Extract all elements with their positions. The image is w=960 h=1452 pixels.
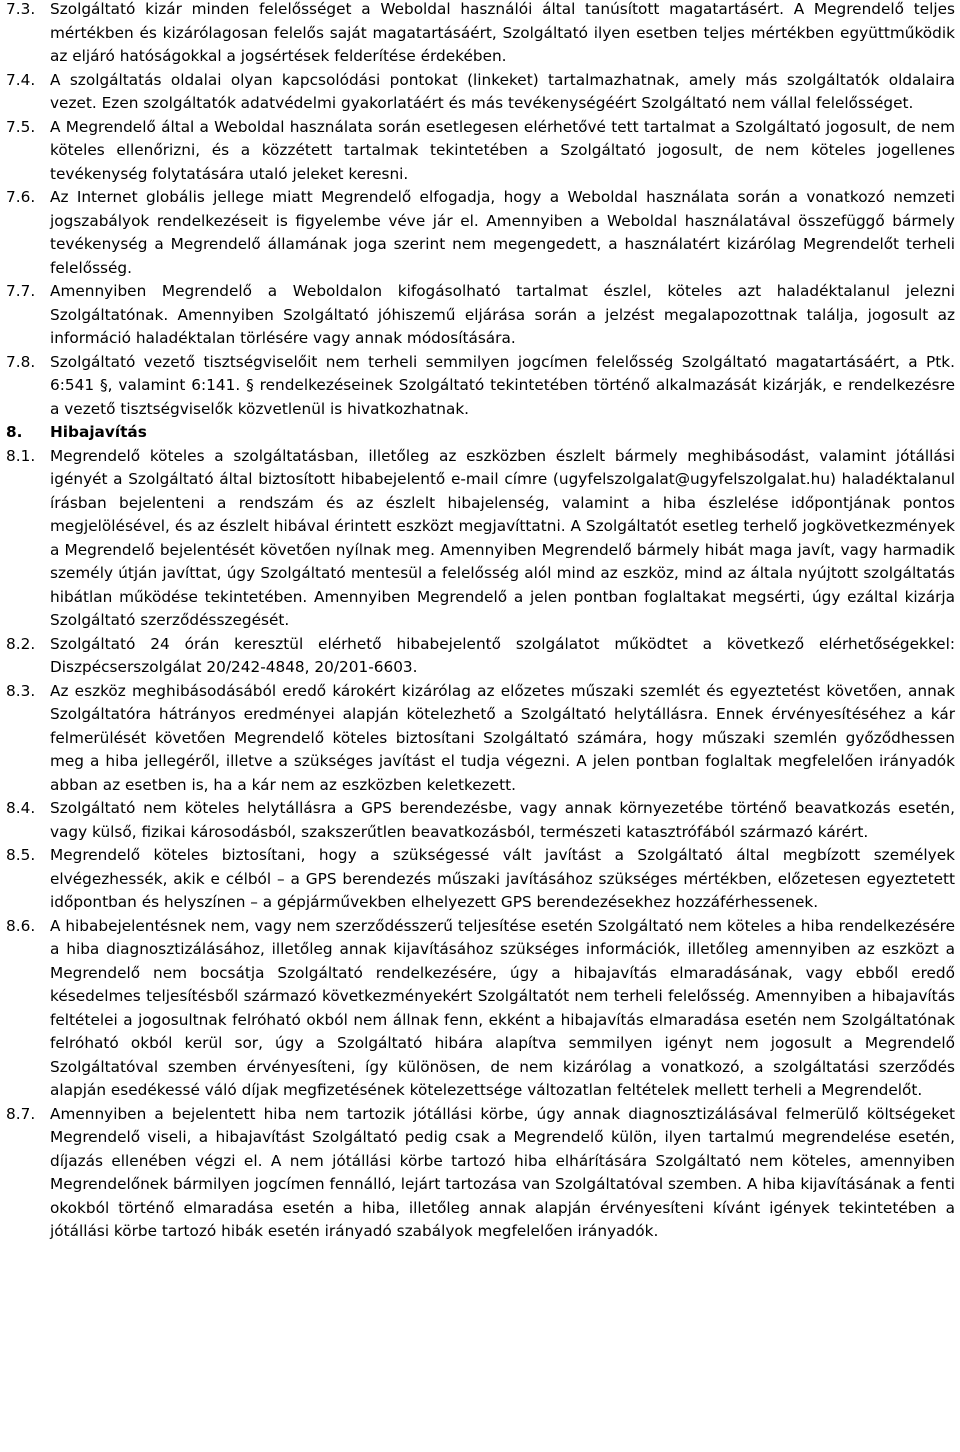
section-text: A Megrendelő által a Weboldal használata során esetlegesen elérhetővé tett tartalmat a Szolgáltató jogosult, de nem köteles ellenőrizni, és a közzétett tartalmak tekintetében a Szolgáltató jogosult, de nem köteles jogellenes tevékenység folytatására utaló jeleket keresni. (50, 117, 955, 183)
section-8-6 (0, 915, 960, 1103)
section-number: 8.1. (6, 446, 36, 465)
section-7-3 (0, 0, 960, 69)
section-number: 8.7. (6, 1104, 36, 1123)
section-text: A hibabejelentésnek nem, vagy nem szerződésszerű teljesítése esetén Szolgáltató nem köteles a hiba rendelkezésére a hiba diagnosztizálásához, illetőleg annak kijavításához szükséges információk, illetőleg amennyiben az eszközt a Megrendelő nem bocsátja Szolgáltató rendelkezésére, úgy a hibajavítás elmaradásának, vagy ebből eredő késedelmes teljesítésből származó következményekért Szolgáltatót nem terheli felelősség. Amennyiben a hibajavítás feltételei a jogosultnak felróható okból nem állnak fenn, ekként a hibajavítás elmaradása esetén nem Szolgáltatónak felróható okból kerül sor, úgy a Szolgáltató hibára alapítva semmilyen igényt nem jogosult a Megrendelő Szolgáltatóval szemben érvényesíteni, így különösen, de nem kizárólag a vonatkozó, a szolgáltatási szerződés alapján esedékessé váló díjak megfizetésének kötelezettsége változatlan feltételek mellett terheli a Megrendelőt. (50, 916, 955, 1099)
section-number: 8.6. (6, 916, 36, 935)
section-number: 8.4. (6, 799, 36, 817)
section-number: 8.2. (6, 634, 36, 653)
section-text: Az eszköz meghibásodásából eredő károkért kizárólag az előzetes műszaki szemlét és egyeztetést követően, annak Szolgáltatóra hátrányos eredményei alapján kötelezhető a Szolgáltató helytállásra. Ennek érvényesítéséhez a kár felmerülését követően Megrendelő köteles biztosítani Szolgáltató számára, hogy műszaki szemlén győződhessen meg a hiba jellegéről, illetve a szükséges javítást el tudja végezni. A jelen pontban foglaltak megfelelően irányadók abban az esetben is, ha a kár nem az eszközben keletkezett. (50, 681, 955, 794)
section-8-7 (0, 1103, 960, 1244)
section-8-1 (0, 445, 960, 633)
section-number: 7.7. (6, 282, 36, 300)
section-7-6 (0, 186, 960, 280)
section-number: 7.8. (6, 352, 36, 371)
section-8-2 (0, 633, 960, 680)
section-7-8 (0, 351, 960, 422)
section-number: 7.3. (6, 0, 36, 18)
section-8-5 (0, 844, 960, 915)
section-8-3 (0, 680, 960, 798)
section-8-4 (0, 797, 960, 844)
section-7-7 (0, 280, 960, 351)
section-text: A szolgáltatás oldalai olyan kapcsolódási pontokat (linkeket) tartalmazhatnak, amely más szolgáltatók oldalaira vezet. Ezen szolgáltatók adatvédelmi gyakorlatáért és más tevékenységéért Szolgáltató nem vállal felelősséget. (50, 70, 955, 112)
section-text: Amennyiben a bejelentett hiba nem tartozik jótállási körbe, úgy annak diagnosztizálásával felmerülő költségeket Megrendelő viseli, a hibajavítást Szolgáltató pedig csak a Megrendelő külön, ilyen tartalmú megrendelése esetén, díjazás ellenében végzi el. A nem jótállási körbe tartozó hiba elhárítására Szolgáltató nem köteles, amennyiben Megrendelőnek bármilyen jogcímen fennálló, lejárt tartozása van Szolgáltatóval szemben. A hiba kijavításának a fenti okokból történő elmaradása esetén a hiba, illetőleg annak alapján érvényesíteni kívánt igények tekintetében a jótállási körbe tartozó hibák esetén irányadó szabályok megfelelően irányadók. (50, 1104, 955, 1240)
heading-number: 8. (6, 423, 23, 441)
section-7-4 (0, 69, 960, 116)
section-text: Amennyiben Megrendelő a Weboldalon kifogásolható tartalmat észlel, köteles azt haladéktalanul jelezni Szolgáltatónak. Amennyiben Szolgáltató jóhiszemű eljárása során a jelzést megalapozottnak találja, jogosult az információ haladéktalan törlésére vagy annak módosítására. (50, 282, 955, 347)
section-number: 7.4. (6, 70, 36, 89)
section-text: Szolgáltató nem köteles helytállásra a GPS berendezésbe, vagy annak környezetébe történő beavatkozás esetén, vagy külső, fizikai károsodásból, szakszerűtlen beavatkozásból, természeti katasztrófából származó kárért. (50, 799, 955, 841)
section-number: 8.5. (6, 846, 36, 864)
section-text: Szolgáltató 24 órán keresztül elérhető hibabejelentő szolgálatot működtet a következő elérhetőségekkel: Diszpécserszolgálat 20/242-4848, 20/201-6603. (50, 634, 955, 676)
section-text: Megrendelő köteles biztosítani, hogy a szükségessé vált javítást a Szolgáltató által megbízott személyek elvégezhessék, akik e célból – a GPS berendezés műszaki javításához szükséges mértékben, előzetesen egyeztetett időpontban és helyszínen – a gépjárművekben elhelyezett GPS berendezésekhez hozzáférhessenek. (50, 846, 955, 911)
section-text: Megrendelő köteles a szolgáltatásban, illetőleg az eszközben észlelt bármely meghibásodást, valamint jótállási igényét a Szolgáltató által biztosított hibabejelentő e-mail címre (ugyfelszolgalat@ugyfelszolgalat.hu) haladéktalanul írásban bejelenteni a rendszám és az észlelt hibajelenség, valamint a hiba észlelése időpontjának pontos megjelölésével, és az észlelt hibával érintett eszközt megjavíttatni. A Szolgáltatót esetleg terhelő jogkövetkezmények a Megrendelő bejelentését követően nyílnak meg. Amennyiben Megrendelő bármely hibát maga javít, vagy harmadik személy útján javíttat, úgy Szolgáltató mentesül a felelősség alól mind az eszköz, mind az általa nyújtott szolgáltatás hibátlan működése tekintetében. Amennyiben Megrendelő a jelen pontban foglaltakat megsérti, úgy ezáltal kizárja Szolgáltató szerződésszegését. (50, 446, 955, 629)
section-7-5 (0, 116, 960, 187)
section-text: Szolgáltató kizár minden felelősséget a Weboldal használói által tanúsított magatartásért. A Megrendelő teljes mértékben és kizárólagosan felelős saját magatartásáért, Szolgáltató ilyen esetben teljes mértékben együttműködik az eljáró hatóságokkal a jogsértések felderítése érdekében. (50, 0, 955, 65)
section-text: Szolgáltató vezető tisztségviselőit nem terheli semmilyen jogcímen felelősség Szolgáltató magatartásáért, a Ptk. 6:541 §, valamint 6:141. § rendelkezéseinek Szolgáltató tekintetében történő alkalmazását kizárják, e rendelkezésre a vezető tisztségviselők közvetlenül is hivatkozhatnak. (50, 352, 955, 418)
heading-title: Hibajavítás (50, 423, 147, 441)
section-text: Az Internet globális jellege miatt Megrendelő elfogadja, hogy a Weboldal használata során a vonatkozó nemzeti jogszabályok rendelkezéseit is figyelembe véve jár el. Amennyiben a Weboldal használatával összefüggő bármely tevékenység a Megrendelő államának joga szerint nem megengedett, a használatért kizárólag Megrendelőt terheli felelősség. (50, 188, 955, 277)
section-number: 7.6. (6, 188, 36, 206)
section-heading-8 (0, 421, 960, 445)
section-number: 8.3. (6, 681, 36, 700)
section-number: 7.5. (6, 117, 36, 136)
